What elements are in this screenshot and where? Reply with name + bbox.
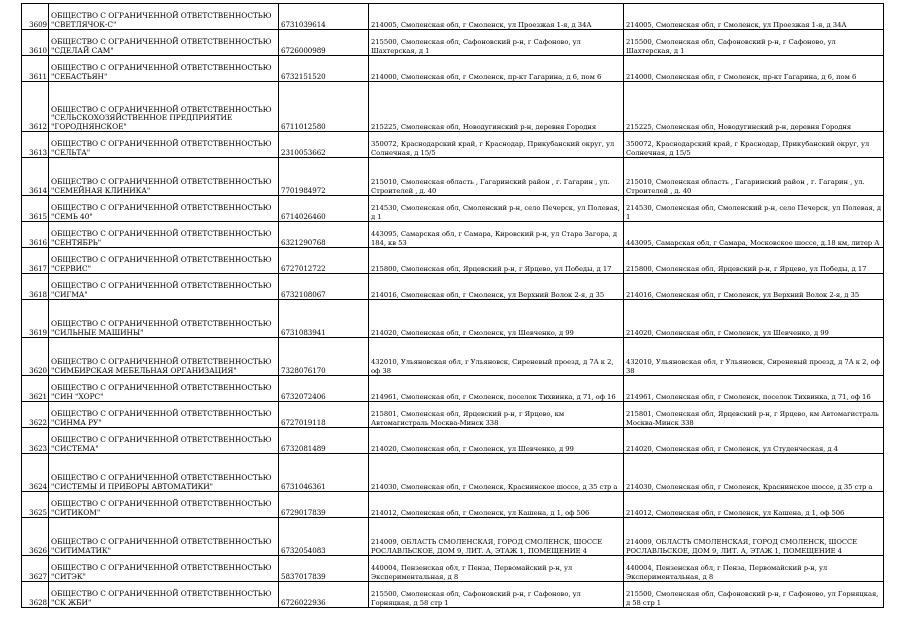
actual-address: 214016, Смоленская обл, г Смоленск, ул Верхний Волок 2-я, д 35 xyxy=(624,274,884,300)
actual-address: 215500, Смоленская обл, Сафоновский р-н, г Сафоново, ул Шахтерская, д 1 xyxy=(624,30,884,56)
organization-name: ОБЩЕСТВО С ОГРАНИЧЕННОЙ ОТВЕТСТВЕННОСТЬЮ "СИМБИРСКАЯ МЕБЕЛЬНАЯ ОРГАНИЗАЦИЯ" xyxy=(49,338,279,376)
organization-name: ОБЩЕСТВО С ОГРАНИЧЕННОЙ ОТВЕТСТВЕННОСТЬЮ "СЕБАСТЬЯН" xyxy=(49,56,279,82)
actual-address: 215500, Смоленская обл, Сафоновский р-н, г Сафоново, ул Горняцкая, д 58 стр 1 xyxy=(624,582,884,608)
actual-address: 214000, Смоленская обл, г Смоленск, пр-кт Гагарина, д 6, пом 6 xyxy=(624,56,884,82)
legal-address: 215500, Смоленская обл, Сафоновский р-н, г Сафоново, ул Шахтерская, д 1 xyxy=(369,30,624,56)
actual-address: 214009, ОБЛАСТЬ СМОЛЕНСКАЯ, ГОРОД СМОЛЕНСК, ШОССЕ РОСЛАВЛЬСКОЕ, ДОМ 9, ЛИТ. А, ЭТАЖ 1, ПОМЕЩЕНИЕ 4 xyxy=(624,518,884,556)
row-number: 3613 xyxy=(22,132,49,158)
row-number: 3628 xyxy=(22,582,49,608)
actual-address: 215800, Смоленская обл, Ярцевский р-н, г Ярцево, ул Победы, д 17 xyxy=(624,248,884,274)
row-number: 3612 xyxy=(22,82,49,132)
inn-value: 7328076170 xyxy=(279,338,369,376)
actual-address: 432010, Ульяновская обл, г Ульяновск, Сиреневый проезд, д 7А к 2, оф 38 xyxy=(624,338,884,376)
legal-address: 214005, Смоленская обл, г Смоленск, ул Проезжая 1-я, д 34А xyxy=(369,4,624,30)
row-number: 3618 xyxy=(22,274,49,300)
table-row xyxy=(22,56,884,82)
legal-address: 443095, Самарская обл, г Самара, Кировский р-н, ул Стара Загора, д 184, кв 53 xyxy=(369,222,624,248)
legal-address: 215801, Смоленская обл, Ярцевский р-н, г Ярцево, км Автомагистраль Москва-Минск 338 xyxy=(369,402,624,428)
table-row xyxy=(22,132,884,158)
organization-name: ОБЩЕСТВО С ОГРАНИЧЕННОЙ ОТВЕТСТВЕННОСТЬЮ "СИГМА" xyxy=(49,274,279,300)
actual-address: 214961, Смоленская обл, г Смоленск, поселок Тихвинка, д 71, оф 16 xyxy=(624,376,884,402)
legal-address: 215500, Смоленская обл, Сафоновский р-н, г Сафоново, ул Горняцкая, д 58 стр 1 xyxy=(369,582,624,608)
organizations-table xyxy=(21,3,884,608)
actual-address: 215225, Смоленская обл, Новодугинский р-н, деревня Городня xyxy=(624,82,884,132)
actual-address: 214020, Смоленская обл, г Смоленск, ул Шевченко, д 99 xyxy=(624,300,884,338)
row-number: 3610 xyxy=(22,30,49,56)
row-number: 3620 xyxy=(22,338,49,376)
inn-value: 6732072406 xyxy=(279,376,369,402)
inn-value: 6711012580 xyxy=(279,82,369,132)
legal-address: 215800, Смоленская обл, Ярцевский р-н, г Ярцево, ул Победы, д 17 xyxy=(369,248,624,274)
table-row xyxy=(22,82,884,132)
organization-name: ОБЩЕСТВО С ОГРАНИЧЕННОЙ ОТВЕТСТВЕННОСТЬЮ "СИЛЬНЫЕ МАШИНЫ" xyxy=(49,300,279,338)
actual-address: 214530, Смоленская обл, Смоленский р-н, село Печерск, ул Полевая, д 1 xyxy=(624,196,884,222)
inn-value: 6732081489 xyxy=(279,428,369,454)
table-row xyxy=(22,556,884,582)
legal-address: 214016, Смоленская обл, г Смоленск, ул Верхний Волок 2-я, д 35 xyxy=(369,274,624,300)
organization-name: ОБЩЕСТВО С ОГРАНИЧЕННОЙ ОТВЕТСТВЕННОСТЬЮ "СЕЛЬСКОХОЗЯЙСТВЕННОЕ ПРЕДПРИЯТИЕ "ГОРОДНЯНСКОЕ" xyxy=(49,82,279,132)
actual-address: 214012, Смоленская обл, г Смоленск, ул Кашена, д 1, оф 506 xyxy=(624,492,884,518)
table-row xyxy=(22,222,884,248)
row-number: 3609 xyxy=(22,4,49,30)
table-row xyxy=(22,338,884,376)
table-row xyxy=(22,274,884,300)
organization-name: ОБЩЕСТВО С ОГРАНИЧЕННОЙ ОТВЕТСТВЕННОСТЬЮ "СИН "ХОРС" xyxy=(49,376,279,402)
organization-name: ОБЩЕСТВО С ОГРАНИЧЕННОЙ ОТВЕТСТВЕННОСТЬЮ "СИНМА РУ" xyxy=(49,402,279,428)
actual-address: 440004, Пензенская обл, г Пенза, Первомайский р-н, ул Экспериментальная, д 8 xyxy=(624,556,884,582)
organization-name: ОБЩЕСТВО С ОГРАНИЧЕННОЙ ОТВЕТСТВЕННОСТЬЮ "СИТИКОМ" xyxy=(49,492,279,518)
row-number: 3619 xyxy=(22,300,49,338)
row-number: 3626 xyxy=(22,518,49,556)
organization-name: ОБЩЕСТВО С ОГРАНИЧЕННОЙ ОТВЕТСТВЕННОСТЬЮ "СЕЛЬТА" xyxy=(49,132,279,158)
actual-address: 443095, Самарская обл, г Самара, Московское шоссе, д.18 км, литер А xyxy=(624,222,884,248)
inn-value: 6726000989 xyxy=(279,30,369,56)
organization-name: ОБЩЕСТВО С ОГРАНИЧЕННОЙ ОТВЕТСТВЕННОСТЬЮ "СИСТЕМЫ И ПРИБОРЫ АВТОМАТИКИ" xyxy=(49,454,279,492)
legal-address: 214030, Смоленская обл, г Смоленск, Краснинское шоссе, д 35 стр а xyxy=(369,454,624,492)
table-row xyxy=(22,4,884,30)
legal-address: 440004, Пензенская обл, г Пенза, Первомайский р-н, ул Экспериментальная, д 8 xyxy=(369,556,624,582)
inn-value: 6727012722 xyxy=(279,248,369,274)
table-row xyxy=(22,582,884,608)
table-row xyxy=(22,402,884,428)
organization-name: ОБЩЕСТВО С ОГРАНИЧЕННОЙ ОТВЕТСТВЕННОСТЬЮ "СИСТЕМА" xyxy=(49,428,279,454)
table-row xyxy=(22,428,884,454)
inn-value: 6732151520 xyxy=(279,56,369,82)
legal-address: 214000, Смоленская обл, г Смоленск, пр-кт Гагарина, д 6, пом 6 xyxy=(369,56,624,82)
table-row xyxy=(22,492,884,518)
legal-address: 214020, Смоленская обл, г Смоленск, ул Шевченко, д 99 xyxy=(369,300,624,338)
organization-name: ОБЩЕСТВО С ОГРАНИЧЕННОЙ ОТВЕТСТВЕННОСТЬЮ "СЕРВИС" xyxy=(49,248,279,274)
actual-address: 350072, Краснодарский край, г Краснодар, Прикубанский округ, ул Солнечная, д 15/5 xyxy=(624,132,884,158)
row-number: 3627 xyxy=(22,556,49,582)
row-number: 3624 xyxy=(22,454,49,492)
legal-address: 214530, Смоленская обл, Смоленский р-н, село Печерск, ул Полевая, д 1 xyxy=(369,196,624,222)
table-row xyxy=(22,248,884,274)
actual-address: 214030, Смоленская обл, г Смоленск, Краснинское шоссе, д 35 стр а xyxy=(624,454,884,492)
organization-name: ОБЩЕСТВО С ОГРАНИЧЕННОЙ ОТВЕТСТВЕННОСТЬЮ "СИТЭК" xyxy=(49,556,279,582)
legal-address: 214009, ОБЛАСТЬ СМОЛЕНСКАЯ, ГОРОД СМОЛЕНСК, ШОССЕ РОСЛАВЛЬСКОЕ, ДОМ 9, ЛИТ. А, ЭТАЖ 1, ПОМЕЩЕНИЕ 4 xyxy=(369,518,624,556)
organization-name: ОБЩЕСТВО С ОГРАНИЧЕННОЙ ОТВЕТСТВЕННОСТЬЮ "СВЕТЛЯЧОК-С" xyxy=(49,4,279,30)
table-row xyxy=(22,196,884,222)
legal-address: 214020, Смоленская обл, г Смоленск, ул Шевченко, д 99 xyxy=(369,428,624,454)
organization-name: ОБЩЕСТВО С ОГРАНИЧЕННОЙ ОТВЕТСТВЕННОСТЬЮ "СДЕЛАЙ САМ" xyxy=(49,30,279,56)
row-number: 3623 xyxy=(22,428,49,454)
inn-value: 6729017839 xyxy=(279,492,369,518)
organization-name: ОБЩЕСТВО С ОГРАНИЧЕННОЙ ОТВЕТСТВЕННОСТЬЮ "СЕНТЯБРЬ" xyxy=(49,222,279,248)
inn-value: 6731083941 xyxy=(279,300,369,338)
legal-address: 214961, Смоленская обл, г Смоленск, поселок Тихвинка, д 71, оф 16 xyxy=(369,376,624,402)
row-number: 3625 xyxy=(22,492,49,518)
actual-address: 215801, Смоленская обл, Ярцевский р-н, г Ярцево, км Автомагистраль Москва-Минск 338 xyxy=(624,402,884,428)
inn-value: 6726022936 xyxy=(279,582,369,608)
actual-address: 214005, Смоленская обл, г Смоленск, ул Проезжая 1-я, д 34А xyxy=(624,4,884,30)
organization-name: ОБЩЕСТВО С ОГРАНИЧЕННОЙ ОТВЕТСТВЕННОСТЬЮ "СК ЖБИ" xyxy=(49,582,279,608)
legal-address: 215225, Смоленская обл, Новодугинский р-н, деревня Городня xyxy=(369,82,624,132)
inn-value: 6727019118 xyxy=(279,402,369,428)
table-row xyxy=(22,158,884,196)
row-number: 3615 xyxy=(22,196,49,222)
actual-address: 215010, Смоленская область , Гагаринский район , г. Гагарин , ул. Строителей , д. 40 xyxy=(624,158,884,196)
actual-address: 214020, Смоленская обл, г Смоленск, ул Студенческая, д 4 xyxy=(624,428,884,454)
organizations-table-body xyxy=(22,4,884,608)
row-number: 3622 xyxy=(22,402,49,428)
row-number: 3617 xyxy=(22,248,49,274)
row-number: 3616 xyxy=(22,222,49,248)
organization-name: ОБЩЕСТВО С ОГРАНИЧЕННОЙ ОТВЕТСТВЕННОСТЬЮ "СИТИМАТИК" xyxy=(49,518,279,556)
inn-value: 6321290768 xyxy=(279,222,369,248)
inn-value: 6731046361 xyxy=(279,454,369,492)
organization-name: ОБЩЕСТВО С ОГРАНИЧЕННОЙ ОТВЕТСТВЕННОСТЬЮ "СЕМЬ 40" xyxy=(49,196,279,222)
organization-name: ОБЩЕСТВО С ОГРАНИЧЕННОЙ ОТВЕТСТВЕННОСТЬЮ "СЕМЕЙНАЯ КЛИНИКА" xyxy=(49,158,279,196)
row-number: 3614 xyxy=(22,158,49,196)
row-number: 3621 xyxy=(22,376,49,402)
legal-address: 432010, Ульяновская обл, г Ульяновск, Сиреневый проезд, д 7А к 2, оф 38 xyxy=(369,338,624,376)
legal-address: 214012, Смоленская обл, г Смоленск, ул Кашена, д 1, оф 506 xyxy=(369,492,624,518)
inn-value: 7701984972 xyxy=(279,158,369,196)
table-row xyxy=(22,376,884,402)
inn-value: 6731039614 xyxy=(279,4,369,30)
legal-address: 215010, Смоленская область , Гагаринский район , г. Гагарин , ул. Строителей , д. 40 xyxy=(369,158,624,196)
inn-value: 6714026460 xyxy=(279,196,369,222)
inn-value: 2310053662 xyxy=(279,132,369,158)
inn-value: 6732108067 xyxy=(279,274,369,300)
inn-value: 5837017839 xyxy=(279,556,369,582)
legal-address: 350072, Краснодарский край, г Краснодар, Прикубанский округ, ул Солнечная, д 15/5 xyxy=(369,132,624,158)
table-row xyxy=(22,300,884,338)
row-number: 3611 xyxy=(22,56,49,82)
table-row xyxy=(22,30,884,56)
inn-value: 6732054083 xyxy=(279,518,369,556)
table-row xyxy=(22,454,884,492)
table-row xyxy=(22,518,884,556)
